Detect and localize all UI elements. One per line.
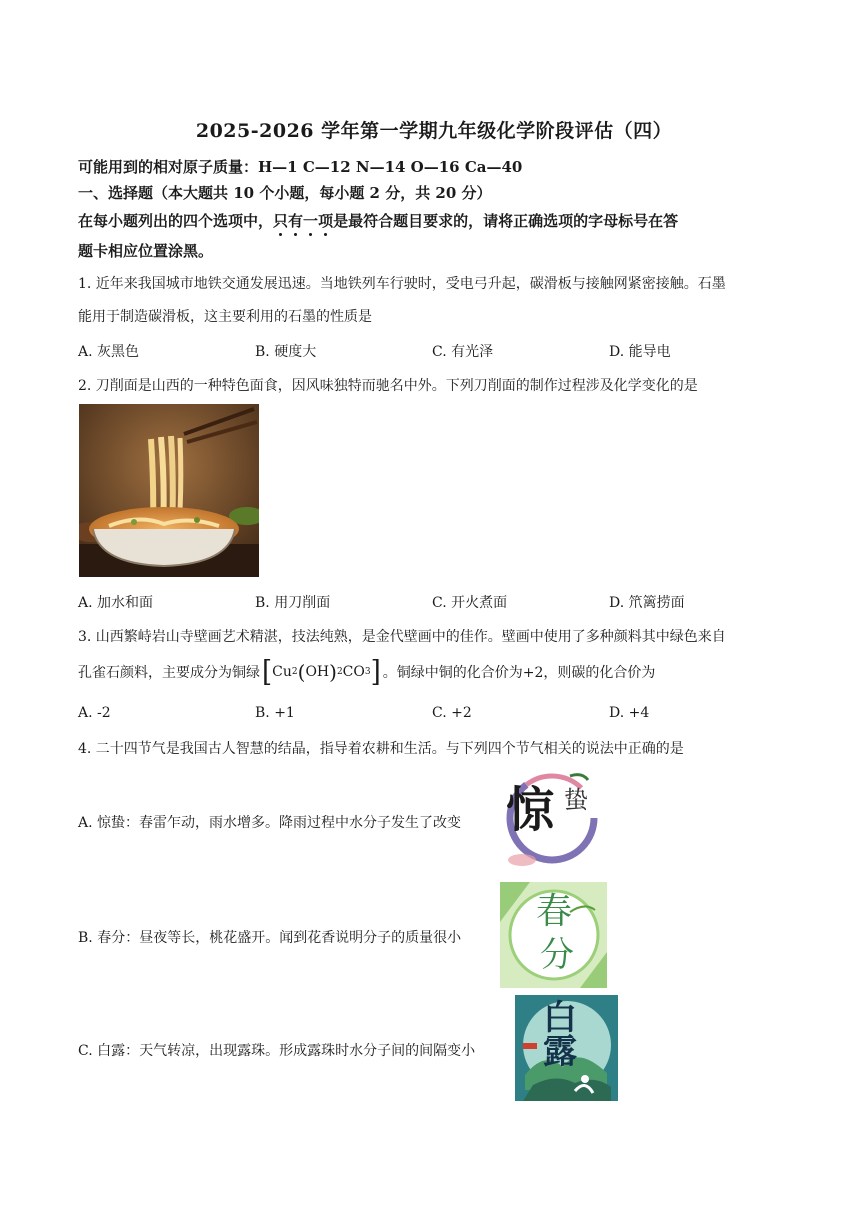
q3-option-b: B. +1 — [255, 705, 295, 721]
emphasis-char: 项 — [318, 212, 334, 230]
instructions-line1 — [78, 210, 678, 231]
bailu-image — [515, 995, 618, 1101]
formula-co-sub: 3 — [364, 667, 371, 677]
atomic-masses: 可能用到的相对原子质量：H—1 C—12 N—14 O—16 Ca—40 — [78, 158, 523, 176]
q4-option-a: A. 惊蛰：春雷乍动，雨水增多。降雨过程中水分子发生了改变 — [78, 815, 462, 831]
q4-option-c: C. 白露：天气转凉，出现露珠。形成露珠时水分子间的间隔变小 — [78, 1043, 476, 1059]
q2-option-a: A. 加水和面 — [78, 595, 154, 611]
instructions-line2: 题卡相应位置涂黑。 — [78, 242, 214, 260]
instructions-text-a: 在每小题列出的四个选项中， — [78, 212, 274, 230]
emphasis-char: 一 — [303, 212, 319, 230]
formula-oh-sub: 2 — [336, 667, 343, 677]
q3-option-d: D. +4 — [609, 705, 650, 721]
malachite-formula: [ Cu 2 ( OH ) 2 CO 3 ] — [262, 655, 381, 689]
q1-option-a: A. 灰黑色 — [78, 344, 140, 360]
emphasis-char: 有 — [288, 212, 304, 230]
section-header: 一、选择题（本大题共 10 个小题，每小题 2 分，共 20 分） — [78, 184, 492, 202]
q1-option-b: B. 硬度大 — [255, 344, 317, 360]
q2-option-c: C. 开火煮面 — [432, 595, 508, 611]
noodle-photo — [79, 404, 259, 577]
bailu-char-top: 白 — [543, 998, 577, 1038]
noodle-bowl-illustration — [79, 404, 259, 577]
page-title: 2025-2026 学年第一学期九年级化学阶段评估（四） — [195, 120, 673, 142]
formula-cu-sub: 2 — [291, 667, 298, 677]
jingzhe-calligraphy: 惊 — [506, 782, 555, 838]
q4-option-b: B. 春分：昼夜等长，桃花盛开。闻到花香说明分子的质量很小 — [78, 930, 462, 946]
jingzhe-image — [500, 768, 599, 871]
q3-text-pre: 孔雀石颜料，主要成分为铜绿 — [78, 665, 260, 681]
q3-option-a: A. -2 — [78, 705, 111, 721]
q3-text-post: 。铜绿中铜的化合价为+2，则碳的化合价为 — [382, 665, 656, 681]
jingzhe-calligraphy-small: 蛰 — [564, 786, 588, 814]
question-1-text: 1. 近年来我国城市地铁交通发展迅速。当地铁列车行驶时，受电弓升起，碳滑板与接触网紧密接触。石墨 — [78, 276, 726, 292]
question-2-text: 2. 刀削面是山西的一种特色面食，因风味独特而驰名中外。下列刀削面的制作过程涉及化学变化的是 — [78, 378, 698, 394]
question-3-text-cont — [78, 656, 655, 688]
emphasis-char: 只 — [273, 212, 289, 230]
bailu-char-bottom: 露 — [543, 1032, 577, 1072]
q2-option-b: B. 用刀削面 — [255, 595, 331, 611]
chunfen-char-top: 春 — [536, 891, 573, 932]
formula-cu: Cu — [272, 664, 292, 680]
question-4-text: 4. 二十四节气是我国古人智慧的结晶，指导着农耕和生活。与下列四个节气相关的说法中正确的是 — [78, 741, 684, 757]
formula-oh: OH — [305, 664, 330, 680]
q1-option-c: C. 有光泽 — [432, 344, 494, 360]
q2-option-d: D. 笊篱捞面 — [609, 595, 685, 611]
q1-option-d: D. 能导电 — [609, 344, 671, 360]
chunfen-image — [500, 882, 607, 988]
question-1-text-cont: 能用于制造碳滑板，这主要利用的石墨的性质是 — [78, 309, 372, 325]
instructions-text-b: 是最符合题目要求的，请将正确选项的字母标号在答 — [333, 212, 679, 230]
formula-co: CO — [342, 664, 365, 680]
chunfen-char-bottom: 分 — [540, 935, 574, 975]
q3-option-c: C. +2 — [432, 705, 472, 721]
question-3-text: 3. 山西繁峙岩山寺壁画艺术精湛，技法纯熟，是金代壁画中的佳作。壁画中使用了多种颜料其中绿色来自 — [78, 629, 726, 645]
